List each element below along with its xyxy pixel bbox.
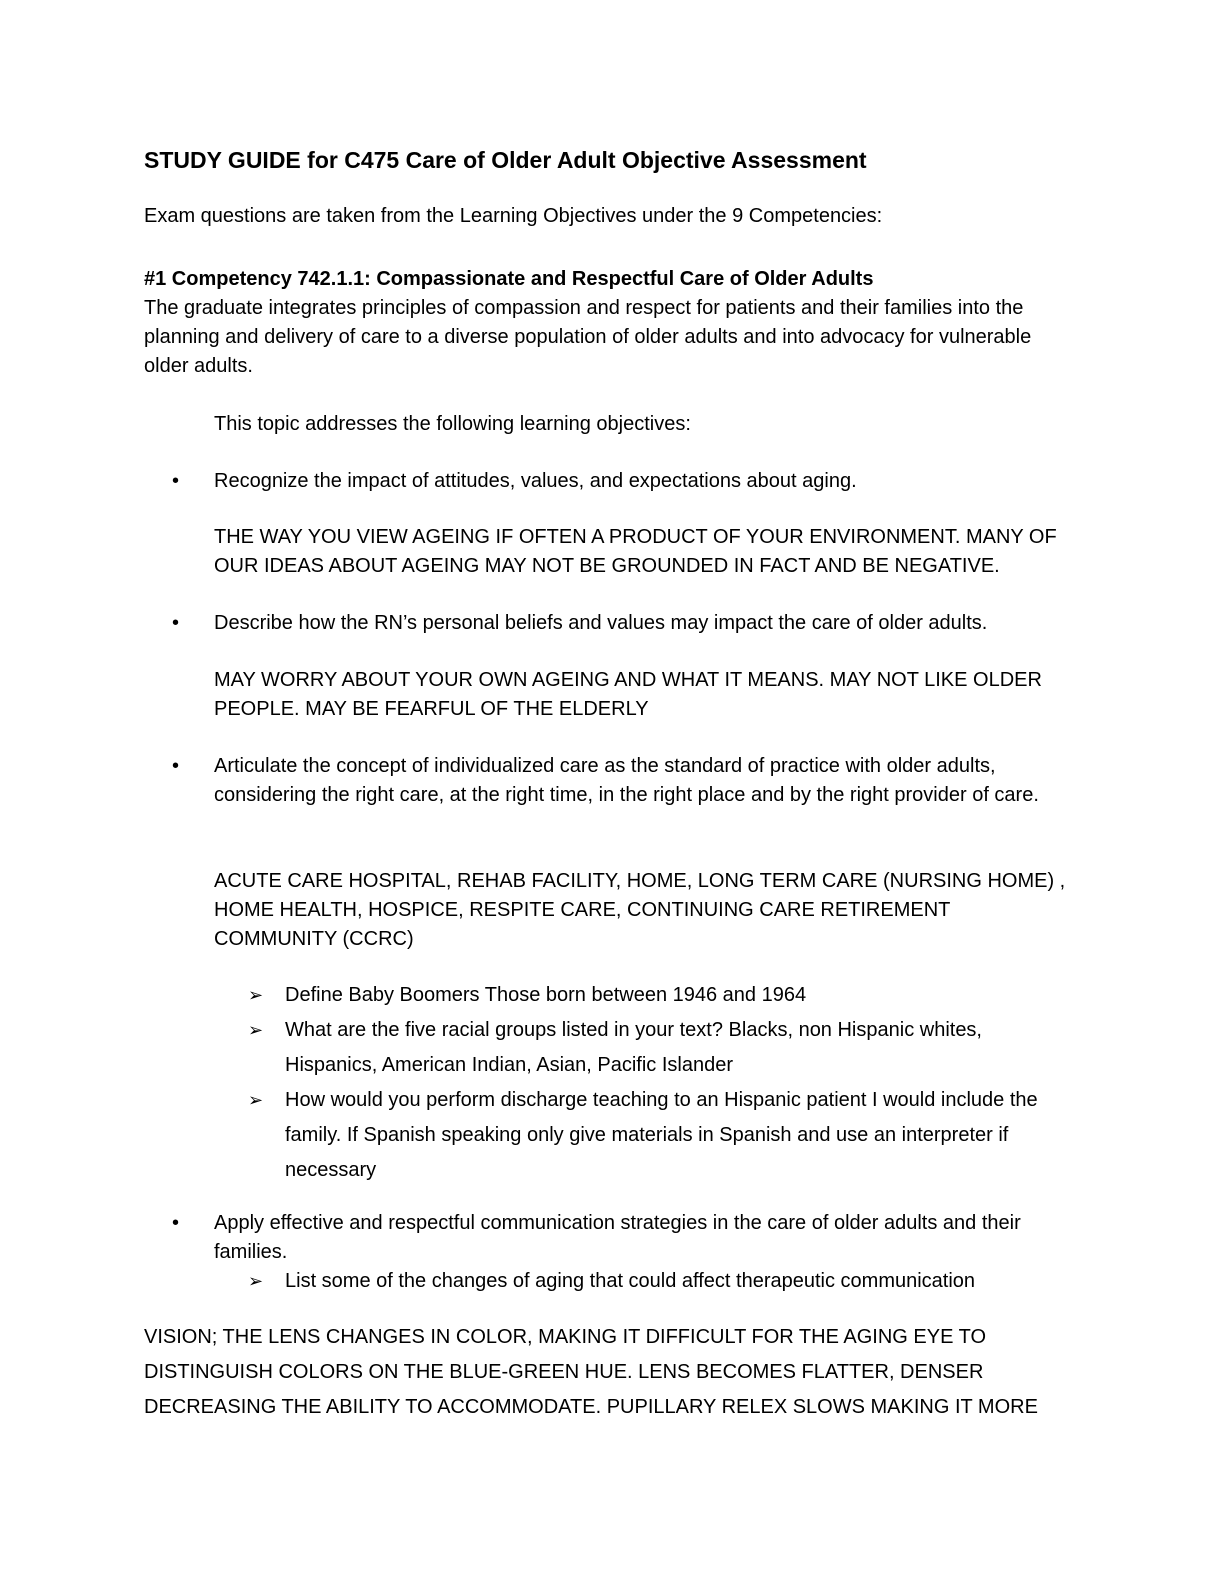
bullet-icon: • [172,612,180,634]
vision-line-2: DISTINGUISH COLORS ON THE BLUE-GREEN HUE. LENS BECOMES FLATTER, DENSER [144,1361,984,1383]
topic-intro: This topic addresses the following learning objectives: [214,413,691,435]
bullet-icon: • [172,470,180,492]
intro-text: Exam questions are taken from the Learning Objectives under the 9 Competencies: [144,205,883,227]
arrow-bullet-icon: ➢ [248,985,264,1005]
subitem-racial-groups: What are the five racial groups listed in your text? Blacks, non Hispanic whites, Hispanics, American Indian, Asian, Pacific Islander [285,1019,982,1076]
arrow-bullet-icon: ➢ [248,1020,264,1040]
arrow-bullet-icon: ➢ [248,1271,264,1291]
vision-line-1: VISION; THE LENS CHANGES IN COLOR, MAKING IT DIFFICULT FOR THE AGING EYE TO [144,1326,987,1348]
objective-2-answer: MAY WORRY ABOUT YOUR OWN AGEING AND WHAT IT MEANS. MAY NOT LIKE OLDER PEOPLE. MAY BE FEARFUL OF THE ELDERLY [214,669,1042,720]
arrow-bullet-icon: ➢ [248,1090,264,1110]
objective-1-answer: THE WAY YOU VIEW AGEING IF OFTEN A PRODUCT OF YOUR ENVIRONMENT. MANY OF OUR IDEAS ABOUT AGEING MAY NOT BE GROUNDED IN FACT AND BE NEGATIVE. [214,526,1057,577]
competency-description: The graduate integrates principles of compassion and respect for patients and their families into the planning and delivery of care to a diverse population of older adults and into advocacy for vulnerable older adults. [144,297,1032,377]
objective-2-text: Describe how the RN’s personal beliefs and values may impact the care of older adults. [214,612,988,634]
page-title: STUDY GUIDE for C475 Care of Older Adult Objective Assessment [144,147,867,173]
vision-line-3: DECREASING THE ABILITY TO ACCOMMODATE. PUPILLARY RELEX SLOWS MAKING IT MORE [144,1396,1038,1418]
subitem-communication-changes: List some of the changes of aging that could affect therapeutic communication [285,1270,976,1292]
objective-4-text: Apply effective and respectful communication strategies in the care of older adults and their families. [214,1212,1021,1263]
subitem-discharge-teaching: How would you perform discharge teaching to an Hispanic patient I would include the family. If Spanish speaking only give materials in Spanish and use an interpreter if necessary [285,1089,1038,1181]
objective-1-text: Recognize the impact of attitudes, values, and expectations about aging. [214,470,857,492]
objective-3-text: Articulate the concept of individualized care as the standard of practice with older adults, considering the right care, at the right time, in the right place and by the right provider of care. [214,755,1039,806]
bullet-icon: • [172,755,180,777]
objective-3-answer: ACUTE CARE HOSPITAL, REHAB FACILITY, HOME, LONG TERM CARE (NURSING HOME) , HOME HEALTH, HOSPICE, RESPITE CARE, CONTINUING CARE RETIREMENT COMMUNITY (CCRC) [214,870,1066,950]
competency-heading: #1 Competency 742.1.1: Compassionate and Respectful Care of Older Adults [144,268,874,290]
subitem-baby-boomers: Define Baby Boomers Those born between 1946 and 1964 [285,984,807,1006]
bullet-icon: • [172,1212,180,1234]
